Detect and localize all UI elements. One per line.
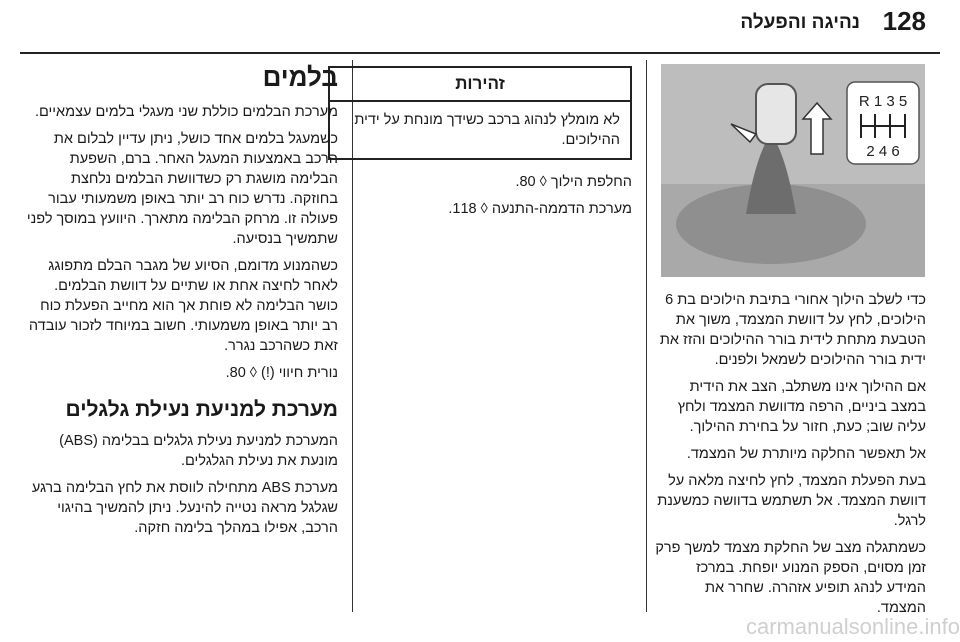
paragraph: אם ההילוך אינו משתלב, הצב את הידית במצב ביניים, הרפה מדוושת המצמד ולחץ עליה שוב; כעת, חזור על בחירת ההילוך.: [677, 379, 926, 435]
gear-pattern-top: R 1 3 5: [858, 93, 908, 110]
paragraph: כדי לשלב הילוך אחורי בתיבת הילוכים בת 6 הילוכים, לחץ על דוושת המצמד, משוך את הטבעת מתחת לידית בורר ההילוכים והזז את ידית בורר ההילוכים לשמאל ולפנים.: [659, 292, 926, 368]
paragraph: בעת הפעלת המצמד, לחץ לחיצה מלאה על דוושת המצמד. אל תשתמש בדוושה כמשענת לרגל.: [657, 473, 926, 529]
column-divider-right: [646, 60, 647, 612]
gear-shift-photo: [661, 64, 925, 277]
paragraph: כשמתגלה מצב של החלקת מצמד למשך פרק זמן מסוים, הספק המנוע יופחת. במרכז המידע לנהג תופיע אזהרה. שחרר את המצמד.: [655, 540, 926, 616]
paragraph: מערכת ABS מתחילה לווסת את לחץ הבלימה ברגע שגלגל מראה נטייה להינעל. ניתן להמשיך בהיגוי הרכב, אפילו במהלך בלימה חזקה.: [31, 480, 338, 536]
paragraph: מערכת הבלמים כוללת שני מעגלי בלמים עצמאיים.: [34, 104, 338, 120]
paragraph: המערכת למניעת נעילת גלגלים בבלימה (ABS) מונעת את נעילת הגלגלים.: [59, 433, 338, 469]
paragraph: אל תאפשר החלקה מיותרת של המצמד.: [686, 446, 926, 462]
column-right: [654, 290, 926, 622]
cross-reference: מערכת הדממה-התנעה ◊ 118.: [448, 201, 632, 217]
page-number: 128: [882, 6, 926, 36]
gear-pattern-bottom: 2 4 6: [866, 143, 900, 160]
gear-shift-illustration: [661, 64, 925, 277]
brakes-heading: בלמים: [262, 62, 338, 92]
column-middle: [328, 60, 632, 622]
warning-box: [328, 66, 632, 160]
watermark: carmanualsonline.info: [745, 614, 960, 639]
paragraph: כשהמנוע מדומם, הסיוע של מגבר הבלם מתפוגג לאחר לחיצה אחת או שתיים על דוושת הבלמים. כושר הבלימה לא פוחת אך הוא מחייב הפעלת כוח רב יותר באופן משמעותי. חשוב במיוחד לזכור עובדה זאת כשהרכב נגרר.: [28, 258, 338, 354]
cross-reference: החלפת הילוך ◊ 80.: [515, 174, 632, 190]
column-left: [24, 60, 338, 622]
warning-title: זהירות: [330, 68, 630, 102]
abs-heading: מערכת למניעת נעילת גלגלים: [65, 398, 338, 421]
header-rule: [20, 52, 940, 54]
paragraph: כשמעגל בלמים אחד כושל, ניתן עדיין לבלום את הרכב באמצעות המעגל האחר. ברם, השפעת הבלימה מושגת רק כשדוושת הבלמים נלחצת בחוזקה. נדרש כוח רב יותר באופן משמעותי עבור פעולה זו. מרחק הבלימה מתארך. היוועץ במוסך לפני שתמשיך בנסיעה.: [26, 131, 338, 247]
section-title: נהיגה והפעלה: [740, 12, 860, 33]
warning-text: לא מומלץ לנהוג ברכב כשידך מונחת על ידית ההילוכים.: [354, 112, 620, 148]
cross-reference: נורית חיווי (!) ◊ 80.: [225, 365, 338, 381]
